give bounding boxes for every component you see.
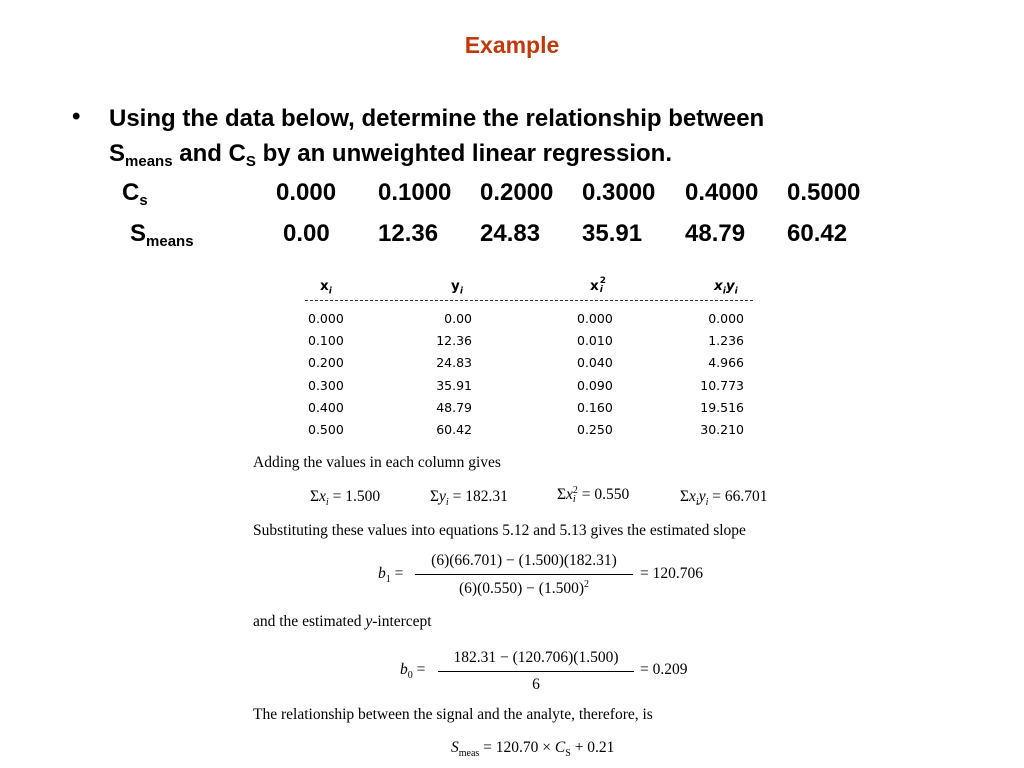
cell-xi: 0.000 bbox=[308, 311, 344, 326]
substituting-text: Substituting these values into equations 5.12 and 5.13 gives the estimated slope bbox=[253, 522, 746, 539]
cell-yi: 60.42 bbox=[436, 422, 472, 437]
cell-xiyi: 30.210 bbox=[700, 422, 744, 437]
cs-value: 0.3000 bbox=[582, 179, 656, 206]
cell-xiyi: 19.516 bbox=[700, 399, 744, 415]
smeans-value: 0.00 bbox=[283, 220, 330, 247]
intro-text bbox=[109, 101, 764, 171]
b0-numerator: 182.31 − (120.706)(1.500) bbox=[453, 649, 619, 666]
intro-line-1: Using the data below, determine the relationship between bbox=[109, 105, 765, 132]
cell-xi-squared: 0.090 bbox=[577, 377, 613, 393]
relationship-text: The relationship between the signal and the analyte, therefore, is bbox=[253, 706, 653, 723]
header-yi: $y_i$ bbox=[451, 278, 463, 297]
cs-value: 0.2000 bbox=[480, 179, 554, 206]
cell-xiyi: 10.773 bbox=[700, 377, 744, 393]
smeans-value: 35.91 bbox=[582, 220, 643, 247]
intro-line-2: $S_{means}$ and $C_S$ by an unweighted linear regression. bbox=[109, 140, 673, 170]
cell-yi: 0.00 bbox=[444, 311, 472, 326]
b1-result: = 120.706 bbox=[640, 565, 703, 582]
sum-x: $\Sigma x_i = 1.500$ bbox=[310, 488, 381, 509]
cell-xi-squared: 0.010 bbox=[577, 333, 613, 349]
cell-yi: 24.83 bbox=[436, 355, 472, 371]
cell-xi-squared: 0.250 bbox=[577, 422, 613, 437]
header-xiyi: $x_iy_i$ bbox=[714, 278, 738, 297]
cell-yi: 12.36 bbox=[436, 333, 472, 349]
cell-xi: 0.500 bbox=[308, 422, 344, 437]
sum-xy: $\Sigma x_iy_i = 66.701$ bbox=[680, 488, 768, 509]
b1-denominator: $(6)(0.550) - (1.500)^2$ bbox=[459, 579, 589, 598]
table-header-rule bbox=[305, 300, 753, 301]
cell-xi-squared: 0.000 bbox=[577, 311, 613, 326]
cs-value: 0.000 bbox=[276, 179, 337, 206]
b1-fraction-bar bbox=[415, 574, 633, 575]
sum-y: $\Sigma y_i = 182.31$ bbox=[430, 488, 508, 509]
smeans-value: 60.42 bbox=[787, 220, 848, 247]
cell-xiyi: 0.000 bbox=[708, 311, 744, 326]
cell-xi: 0.100 bbox=[308, 333, 344, 349]
cell-xi: 0.400 bbox=[308, 399, 344, 415]
cell-xiyi: 1.236 bbox=[708, 333, 744, 349]
smeans-value: 12.36 bbox=[378, 220, 439, 247]
header-xi: $x_i$ bbox=[320, 278, 332, 297]
cell-xi-squared: 0.160 bbox=[577, 399, 613, 415]
final-equation: $S_{meas} = 120.70 \times C_S + 0.21$ bbox=[451, 739, 615, 760]
b0-label: $b_0$ = bbox=[400, 661, 426, 682]
b0-fraction-bar bbox=[438, 671, 634, 672]
sum-x-squared: Σx 2 i = 0.550 bbox=[557, 485, 630, 506]
cell-yi: 48.79 bbox=[436, 399, 472, 415]
smeans-value: 24.83 bbox=[480, 220, 541, 247]
cell-xi-squared: 0.040 bbox=[577, 355, 613, 371]
header-xi-squared: x 2 i bbox=[590, 276, 606, 295]
adding-text: Adding the values in each column gives bbox=[253, 454, 501, 471]
cell-yi: 35.91 bbox=[436, 377, 472, 393]
cell-xi: 0.200 bbox=[308, 355, 344, 371]
cs-value: 0.4000 bbox=[685, 179, 759, 206]
b1-label: $b_1$ = bbox=[378, 565, 404, 586]
smeans-value: 48.79 bbox=[685, 220, 746, 247]
intercept-text: and the estimated y-intercept bbox=[253, 613, 432, 630]
smeans-label: $S_{means}$ bbox=[130, 220, 194, 250]
cs-label: $C_s$ bbox=[122, 179, 148, 209]
slide-title: Example bbox=[464, 32, 560, 58]
cs-value: 0.5000 bbox=[787, 179, 861, 206]
b0-denominator: 6 bbox=[532, 676, 540, 693]
b0-result: = 0.209 bbox=[640, 661, 688, 678]
cs-value: 0.1000 bbox=[378, 179, 452, 206]
cell-xi: 0.300 bbox=[308, 377, 344, 393]
bullet-point: • bbox=[72, 103, 81, 130]
cell-xiyi: 4.966 bbox=[708, 355, 744, 371]
b1-numerator: (6)(66.701) − (1.500)(182.31) bbox=[431, 552, 617, 569]
